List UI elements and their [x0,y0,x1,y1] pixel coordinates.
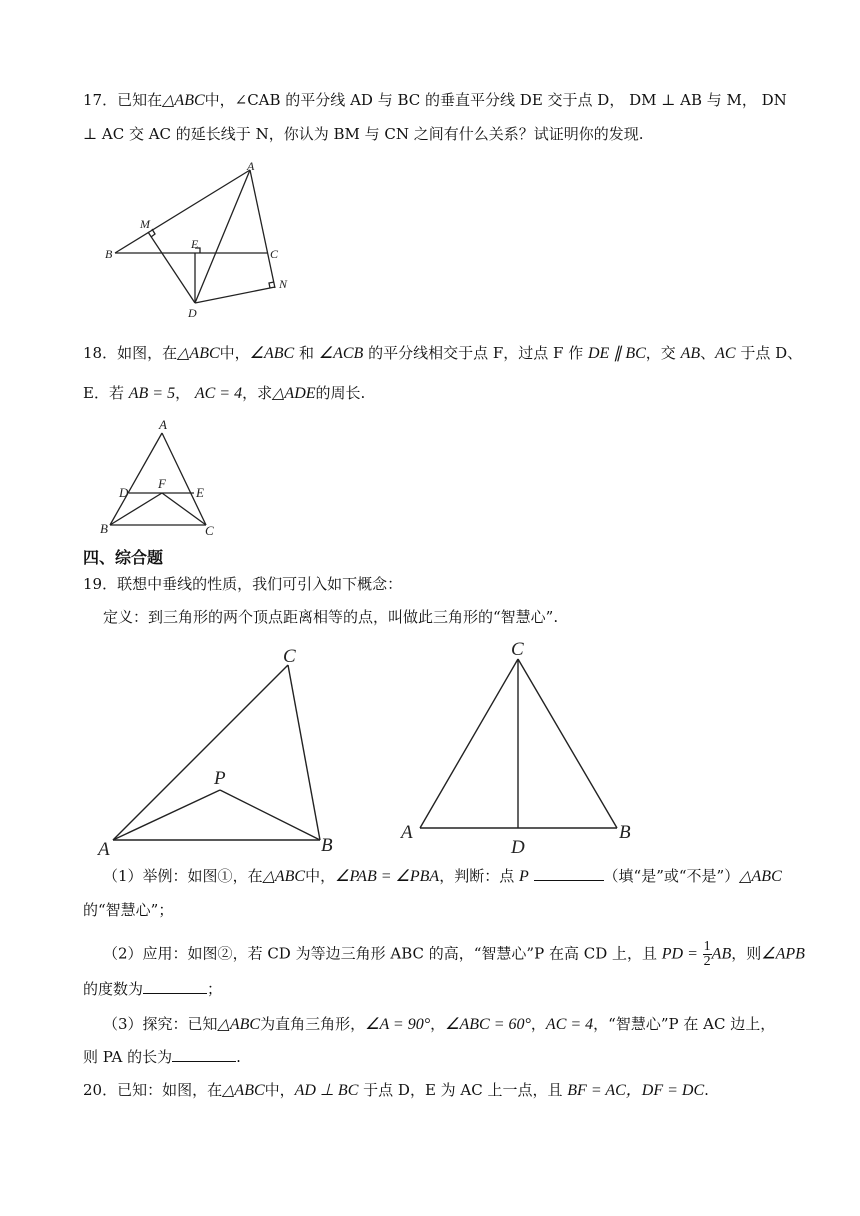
label-a: A [247,159,255,173]
q19-text: . [236,1048,241,1066]
q19-text: （填“是”或“不是”） [603,867,740,885]
label-b: B [100,521,108,536]
fraction-one-half [703,940,712,969]
q20-line1 [83,1080,709,1101]
q19-text: （2）应用：如图 [103,944,218,963]
q19-point-p: P [518,868,529,885]
q18-figure [95,415,225,540]
q19-definition: 定义：到三角形的两个顶点距离相等的点，叫做此三角形的“智慧心”. [103,608,559,626]
q17-triangle: △ABC [162,92,205,109]
label-a: A [98,839,110,860]
q19-part3-line2 [83,1047,241,1067]
q19-ac-value: AC = 4 [545,1016,594,1033]
q18-ab-value: AB = 5 [128,385,176,402]
q17-text: 中，∠CAB 的平分线 AD 与 BC 的垂直平分线 DE 交于点 D， DM ⊥ AB 与 M， DN [204,91,787,109]
q19-text: ， [530,1015,546,1033]
q19-part2-line1 [103,940,805,969]
q18-text: 于点 D、 [735,344,803,362]
q18-angle-abc: ∠ABC [249,345,295,362]
q19-figure-2 [395,635,645,860]
circled-2: ② [217,944,233,963]
q19-triangle: △ABC [262,868,306,885]
label-c: C [511,639,524,660]
q19-angle-equality: ∠PAB = ∠PBA [335,868,440,885]
label-a: A [159,417,167,432]
q18-text: 、 [700,344,716,362]
label-c: C [270,247,279,261]
q19-text: （3）探究：已知 [103,1015,218,1033]
q19-part1-line2: 的“智慧心”； [83,901,174,919]
label-d: D [188,306,197,320]
q18-text: 的周长. [315,384,366,402]
label-m: M [140,217,150,231]
q19-text: ； [207,980,223,998]
q17-figure [100,160,300,320]
q17-line1 [83,90,787,111]
q18-line1 [83,343,802,364]
q19-figure-1 [95,640,335,860]
q18-text: ， [175,384,195,402]
q18-angle-acb: ∠ACB [318,345,364,362]
q18-number: 18． [83,344,118,362]
q20-text: . [704,1081,709,1099]
q20-equalities: BF = AC，DF = DC [567,1082,705,1099]
label-b: B [619,822,631,843]
q18-text: 中， [219,344,250,362]
answer-blank-3[interactable] [172,1047,236,1062]
q19-text: ，若 CD 为等边三角形 ABC 的高，“智慧心”P 在高 CD 上，且 [232,944,662,963]
q20-ad-perp-bc: AD ⊥ BC [294,1082,359,1099]
section-heading: 四、综合题 [83,548,164,567]
q18-ac-value: AC = 4 [194,385,243,402]
q18-line2 [83,383,365,404]
label-b: B [105,247,113,261]
q18-text: 和 [294,344,319,362]
q19-angle-abc: ∠ABC = 60° [445,1016,531,1033]
q19-intro [83,574,402,594]
q18-ab: AB [680,345,701,362]
q18-de-parallel-bc: DE ∥ BC [588,345,646,362]
answer-blank-2[interactable] [143,979,207,994]
fraction-numerator: 1 [703,939,711,954]
q18-text: ，交 [645,344,681,362]
q19-text: 的度数为 [83,980,144,998]
q19-pd-eq: PD = [661,945,698,963]
label-e: E [196,485,204,500]
label-d: D [511,837,525,858]
q19-text: 中， [305,867,336,885]
q19-text: ，判断：点 [439,867,519,885]
q18-triangle-ade: △ADE [272,385,316,402]
q19-angle-a: ∠A = 90° [365,1016,431,1033]
label-n: N [279,277,288,291]
q19-ab: AB [711,945,732,963]
q17-text: 已知在 [117,91,163,109]
label-d: D [119,485,129,500]
q18-triangle: △ABC [177,345,220,362]
q19-text: ，“智慧心”P 在 AC 边上， [593,1015,776,1033]
q19-number: 19． [83,575,118,593]
q18-text: 如图，在 [117,344,178,362]
q19-text: （1）举例：如图 [103,867,218,885]
q20-text: 于点 D，E 为 AC 上一点，且 [358,1081,568,1099]
q19-triangle: △ABC [217,1016,261,1033]
q19-text: ，在 [232,867,263,885]
circled-1: ① [217,867,233,885]
q18-ac: AC [715,345,736,362]
q19-part3-line1 [103,1014,775,1035]
q20-number: 20． [83,1081,118,1099]
label-p: P [214,768,226,789]
label-e: E [191,237,199,251]
q19-part2-line2 [83,979,222,999]
label-c: C [205,523,214,538]
q18-text: 的平分线相交于点 F，过点 F 作 [363,344,588,362]
label-c: C [283,646,296,667]
q19-text: ，则 [731,944,762,963]
label-a: A [401,822,413,843]
label-f: F [158,476,166,491]
answer-blank-1[interactable] [534,866,604,881]
label-b: B [321,835,333,856]
q20-triangle: △ABC [222,1082,265,1099]
q20-text: 中， [264,1081,295,1099]
q18-text: E．若 [83,384,129,402]
q19-text: ， [430,1015,446,1033]
fraction-denominator: 2 [703,954,711,969]
q19-text: 为直角三角形， [260,1015,366,1033]
q19-triangle: △ABC [739,868,782,885]
q17-line2: ⊥ AC 交 AC 的延长线于 N，你认为 BM 与 CN 之间有什么关系？试证明你的发现. [83,125,644,143]
q20-text: 已知：如图，在 [117,1081,223,1099]
q19-angle-apb: ∠APB [761,945,805,963]
q19-part1-line1 [103,866,782,887]
q19-text: 联想中垂线的性质，我们可引入如下概念： [117,575,403,593]
q18-text: ，求 [242,384,273,402]
q17-number: 17． [83,91,118,109]
q19-text: 则 PA 的长为 [83,1048,173,1066]
